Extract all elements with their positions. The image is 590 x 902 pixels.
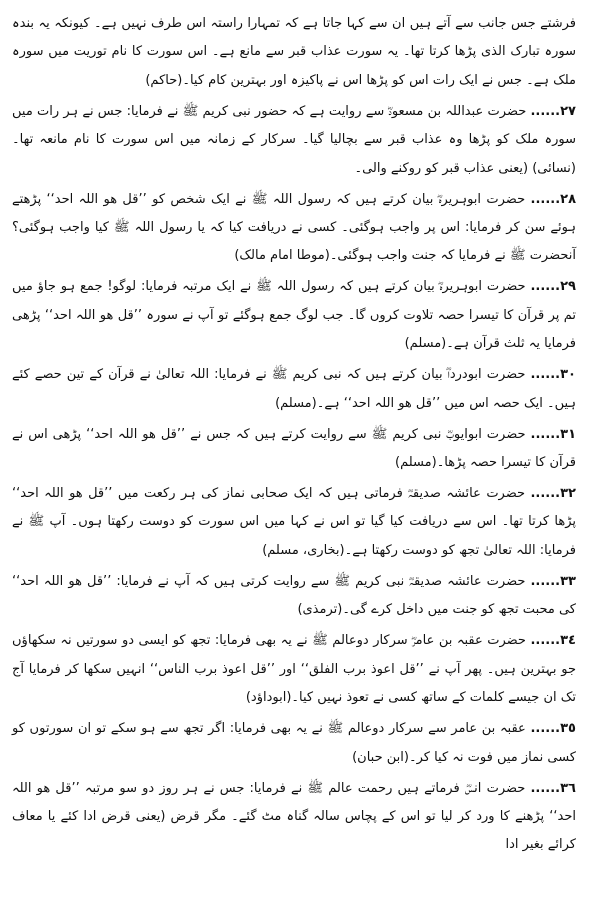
hadith-number: ٣٠...... xyxy=(530,367,576,383)
hadith-36 xyxy=(12,775,576,860)
hadith-text: حضرت عبداللہ بن مسعودؓ سے روایت ہے کہ حضور نبی کریم ﷺ نے فرمایا: جس نے ہر رات میں سورہ ملک کو پڑھا وہ عذاب قبر سے بچالیا گیا۔ سرکار کے زمانہ میں اس سورت کا نام مانعہ تھا۔(نسائی) (یعنی عذاب قبر کو روکنے والی۔ xyxy=(12,103,576,176)
hadith-number: ٣٢...... xyxy=(530,486,576,502)
hadith-number: ٣٥...... xyxy=(530,721,576,737)
hadith-text: حضرت انسؓ فرماتے ہیں رحمت عالم ﷺ نے فرمایا: جس نے ہر روز دو سو مرتبہ ’’قل ھو اللہ احد‘‘ پڑھنے کا ورد کر لیا تو اس کے پچاس سالہ گناہ مٹ گئے۔ مگر قرض (یعنی قرض ادا کئے یا معاف کرائے بغیر ادا xyxy=(12,780,576,853)
hadith-text: حضرت عائشہ صدیقہؓ فرماتی ہیں کہ ایک صحابی نماز کی ہر رکعت میں ’’قل ھو اللہ احد‘‘ پڑھا کرتا تھا۔ اس سے دریافت کیا گیا تو اس نے کہا میں اس سورت کو دوست رکھتا ہوں۔ آپ ﷺ نے فرمایا: اللہ تعالیٰ تجھ کو دوست رکھتا ہے۔(بخاری، مسلم) xyxy=(12,486,576,558)
hadith-35 xyxy=(12,715,576,772)
hadith-34 xyxy=(12,627,576,712)
hadith-28 xyxy=(12,186,576,271)
hadith-number: ٢٩...... xyxy=(530,279,576,295)
hadith-text: حضرت ابوہریرہؓ بیان کرتے ہیں کہ رسول اللہ ﷺ نے ایک مرتبہ فرمایا: لوگو! جمع ہو جاؤ میں تم پر قرآن کا تیسرا حصہ تلاوت کروں گا۔ جب لوگ جمع ہوگئے تو آپ نے سورہ ’’قل ھو اللہ احد‘‘ پڑھی فرمایا یہ ثلث قرآن ہے۔(مسلم) xyxy=(12,279,576,352)
hadith-text: حضرت ابوایوبؓ نبی کریم ﷺ سے روایت کرتے ہیں کہ جس نے ’’قل ھو اللہ احد‘‘ پڑھی اس نے قرآن کا تیسرا حصہ پڑھا۔(مسلم) xyxy=(12,426,576,471)
hadith-33 xyxy=(12,568,576,625)
hadith-27 xyxy=(12,98,576,183)
hadith-number: ٣٦...... xyxy=(530,780,576,796)
hadith-number: ٢٧...... xyxy=(530,103,576,119)
paragraph-text: فرشتے جس جانب سے آتے ہیں ان سے کہا جاتا ہے کہ تمہارا راستہ اس طرف نہیں ہے۔ کیونکہ یہ بندہ سورہ تبارک الذی پڑھا کرتا تھا۔ یہ سورت عذاب قبر سے مانع ہے۔ اس سورت کا نام توریت میں سورہ ملک ہے۔ جس نے ایک رات اس کو پڑھا اس نے پاکیزہ اور بہترین کام کیا۔(حاکم) xyxy=(12,16,576,88)
hadith-32 xyxy=(12,480,576,565)
paragraph-intro xyxy=(12,10,576,95)
hadith-31 xyxy=(12,421,576,478)
hadith-text: حضرت عقبہ بن عامرؓ سرکار دوعالم ﷺ نے یہ بھی فرمایا: تجھ کو ایسی دو سورتیں نہ سکھاؤں جو بہترین ہیں۔ پھر آپ نے ’’قل اعوذ برب الفلق‘‘ اور ’’قل اعوذ برب الناس‘‘ انہیں سکھا کر فرمایا آج تک ان جیسے کلمات کے ساتھ کسی نے تعوذ نہیں کیا۔(ابوداؤد) xyxy=(12,633,576,706)
hadith-text: حضرت ابودرداؓ بیان کرتے ہیں کہ نبی کریم ﷺ نے فرمایا: اللہ تعالیٰ نے قرآن کے تین حصے کئے ہیں۔ ایک حصہ اس میں ’’قل ھو اللہ احد‘‘ ہے۔(مسلم) xyxy=(12,367,576,411)
hadith-30 xyxy=(12,361,576,418)
hadith-text: حضرت ابوہریرہؓ بیان کرتے ہیں کہ رسول اللہ ﷺ نے ایک شخص کو ’’قل ھو اللہ احد‘‘ پڑھتے ہوئے سن کر فرمایا: اس پر واجب ہوگئی۔ کسی نے دریافت کیا کہ یا رسول اللہ ﷺ کیا واجب ہوگئی؟ آنحضرت ﷺ نے فرمایا کہ جنت واجب ہوگئی۔(موطا امام مالک) xyxy=(12,191,576,264)
hadith-number: ٣٣...... xyxy=(530,573,576,589)
hadith-29 xyxy=(12,273,576,358)
hadith-number: ٢٨...... xyxy=(530,191,577,207)
hadith-number: ٣١...... xyxy=(530,426,577,442)
hadith-number: ٣٤...... xyxy=(530,633,576,649)
hadith-text: عقبہ بن عامر سے سرکار دوعالم ﷺ نے یہ بھی فرمایا: اگر تجھ سے ہو سکے تو ان سورتوں کو کسی نماز میں فوت نہ کیا کر۔(ابن حبان) xyxy=(12,721,576,765)
hadith-text: حضرت عائشہ صدیقہؓ نبی کریم ﷺ سے روایت کرتی ہیں کہ آپ نے فرمایا: ’’قل ھو اللہ احد‘‘ کی محبت تجھ کو جنت میں داخل کرے گی۔(ترمذی) xyxy=(12,573,576,618)
